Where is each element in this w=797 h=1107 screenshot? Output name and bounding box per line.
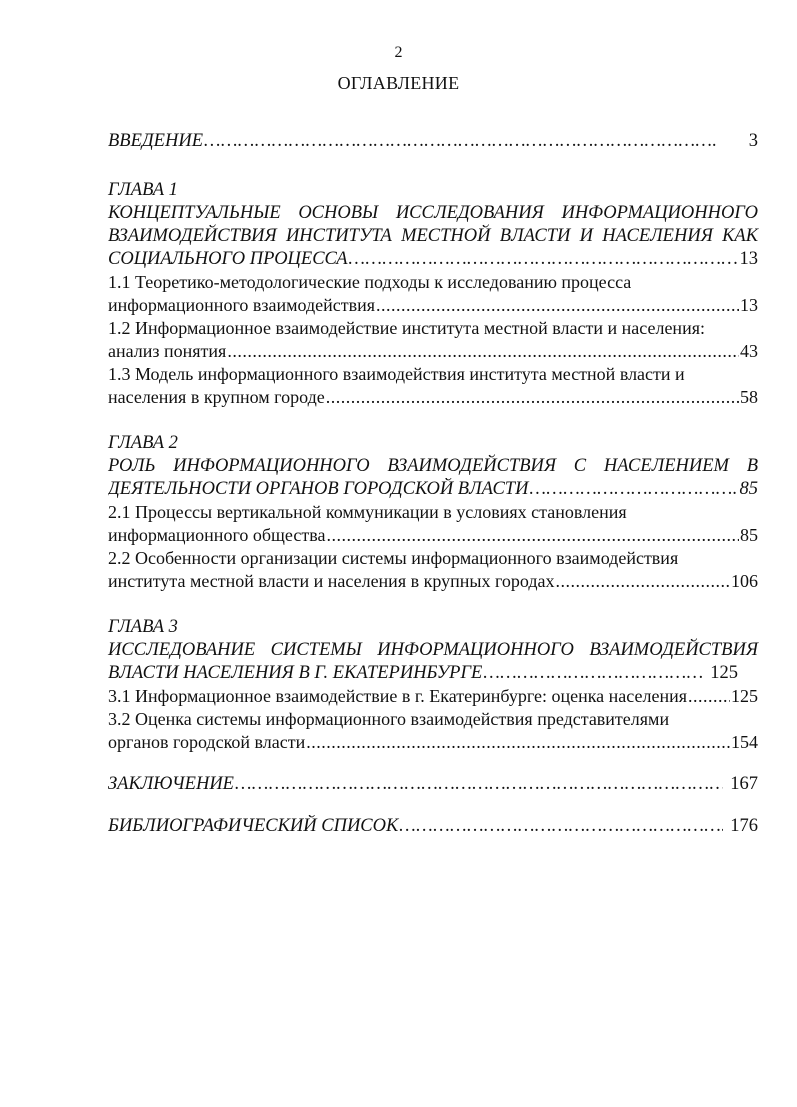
toc-section-1-2[interactable]	[108, 317, 758, 363]
toc-entry-chapter-2[interactable]	[108, 478, 758, 501]
page-title: ОГЛАВЛЕНИЕ	[337, 73, 460, 93]
toc-page-number: 13	[740, 295, 758, 315]
chapter-1-label: ГЛАВА 1	[108, 180, 178, 200]
chapter-3-label: ГЛАВА 3	[108, 617, 178, 637]
toc-page-number: 13	[739, 249, 758, 269]
toc-section-1-1[interactable]	[108, 271, 758, 317]
section-line: 2.1 Процессы вертикальной коммуникации в условиях становления	[108, 502, 627, 522]
toc-entry-chapter-1[interactable]	[108, 248, 758, 271]
toc-page-number: 43	[740, 341, 758, 361]
chapter-1-title-line[interactable]: ВЗАИМОДЕЙСТВИЯ ИНСТИТУТА МЕСТНОЙ ВЛАСТИ И НАСЕЛЕНИЯ КАК	[108, 226, 758, 246]
toc-entry-label: ВВЕДЕНИЕ	[108, 131, 203, 151]
section-line: информационного взаимодействия	[108, 295, 376, 315]
toc-section-2-1[interactable]	[108, 501, 758, 547]
leader-dots	[349, 248, 739, 271]
toc-section-2-2[interactable]	[108, 547, 758, 593]
section-line: органов городской власти	[108, 732, 306, 752]
chapter-2-label: ГЛАВА 2	[108, 433, 178, 453]
leader-dots	[326, 524, 739, 547]
leader-dots	[376, 294, 739, 317]
table-of-contents	[108, 130, 758, 838]
chapter-1-title-line[interactable]: КОНЦЕПТУАЛЬНЫЕ ОСНОВЫ ИССЛЕДОВАНИЯ ИНФОРМАЦИОННОГО	[108, 203, 758, 223]
toc-page-number: 85	[740, 525, 758, 545]
toc-page-number: 106	[731, 571, 758, 591]
toc-page-number: 154	[731, 732, 758, 752]
section-line: анализ понятия	[108, 341, 227, 361]
toc-page-number: 3	[748, 131, 758, 151]
leader-dots	[688, 685, 730, 708]
page-number: 2	[394, 44, 403, 61]
section-line: 1.1 Теоретико-методологические подходы к исследованию процесса	[108, 272, 632, 292]
leader-dots	[235, 773, 723, 796]
toc-entry-intro[interactable]	[108, 130, 758, 153]
leader-dots	[483, 662, 703, 685]
section-line: 2.2 Особенности организации системы информационного взаимодействия	[108, 548, 679, 568]
toc-section-1-3[interactable]	[108, 363, 758, 409]
section-line: населения в крупном городе	[108, 387, 325, 407]
section-line: 3.2 Оценка системы информационного взаимодействия представителями	[108, 709, 670, 729]
toc-entry-conclusion[interactable]	[108, 773, 758, 796]
toc-page-number: 167	[730, 774, 758, 794]
section-line: 1.2 Информационное взаимодействие института местной власти и населения:	[108, 318, 705, 338]
leader-dots	[326, 386, 739, 409]
toc-entry-chapter-3[interactable]	[108, 662, 758, 685]
toc-page-number: 58	[740, 387, 758, 407]
toc-entry-label: ЗАКЛЮЧЕНИЕ	[108, 774, 234, 794]
leader-dots	[204, 130, 718, 153]
toc-page-number: 176	[730, 816, 758, 836]
leader-dots	[556, 570, 730, 593]
toc-section-3-1[interactable]	[108, 685, 758, 708]
chapter-2-title-line[interactable]: РОЛЬ ИНФОРМАЦИОННОГО ВЗАИМОДЕЙСТВИЯ С НАСЕЛЕНИЕМ В	[108, 456, 758, 476]
leader-dots	[227, 340, 739, 363]
chapter-1-title-line: СОЦИАЛЬНОГО ПРОЦЕССА	[108, 249, 348, 269]
toc-page-number: 85	[739, 479, 758, 499]
leader-dots	[306, 731, 730, 754]
toc-page-number: 125	[731, 686, 758, 706]
section-line: 1.3 Модель информационного взаимодействия института местной власти и	[108, 364, 685, 384]
toc-page-number: 125	[710, 663, 738, 683]
chapter-2-title-line: ДЕЯТЕЛЬНОСТИ ОРГАНОВ ГОРОДСКОЙ ВЛАСТИ	[108, 479, 529, 499]
section-line: 3.1 Информационное взаимодействие в г. Екатеринбурге: оценка населения	[108, 686, 688, 706]
section-line: института местной власти и населения в крупных городах	[108, 571, 555, 591]
section-line: информационного общества	[108, 525, 326, 545]
toc-entry-label: БИБЛИОГРАФИЧЕСКИЙ СПИСОК	[108, 816, 399, 836]
toc-section-3-2[interactable]	[108, 708, 758, 754]
leader-dots	[399, 815, 723, 838]
chapter-3-title-line[interactable]: ИССЛЕДОВАНИЕ СИСТЕМЫ ИНФОРМАЦИОННОГО ВЗАИМОДЕЙСТВИЯ	[108, 640, 758, 660]
leader-dots	[529, 478, 738, 501]
chapter-3-title-line: ВЛАСТИ НАСЕЛЕНИЯ В Г. ЕКАТЕРИНБУРГЕ	[108, 663, 483, 683]
toc-entry-bibliography[interactable]	[108, 815, 758, 838]
